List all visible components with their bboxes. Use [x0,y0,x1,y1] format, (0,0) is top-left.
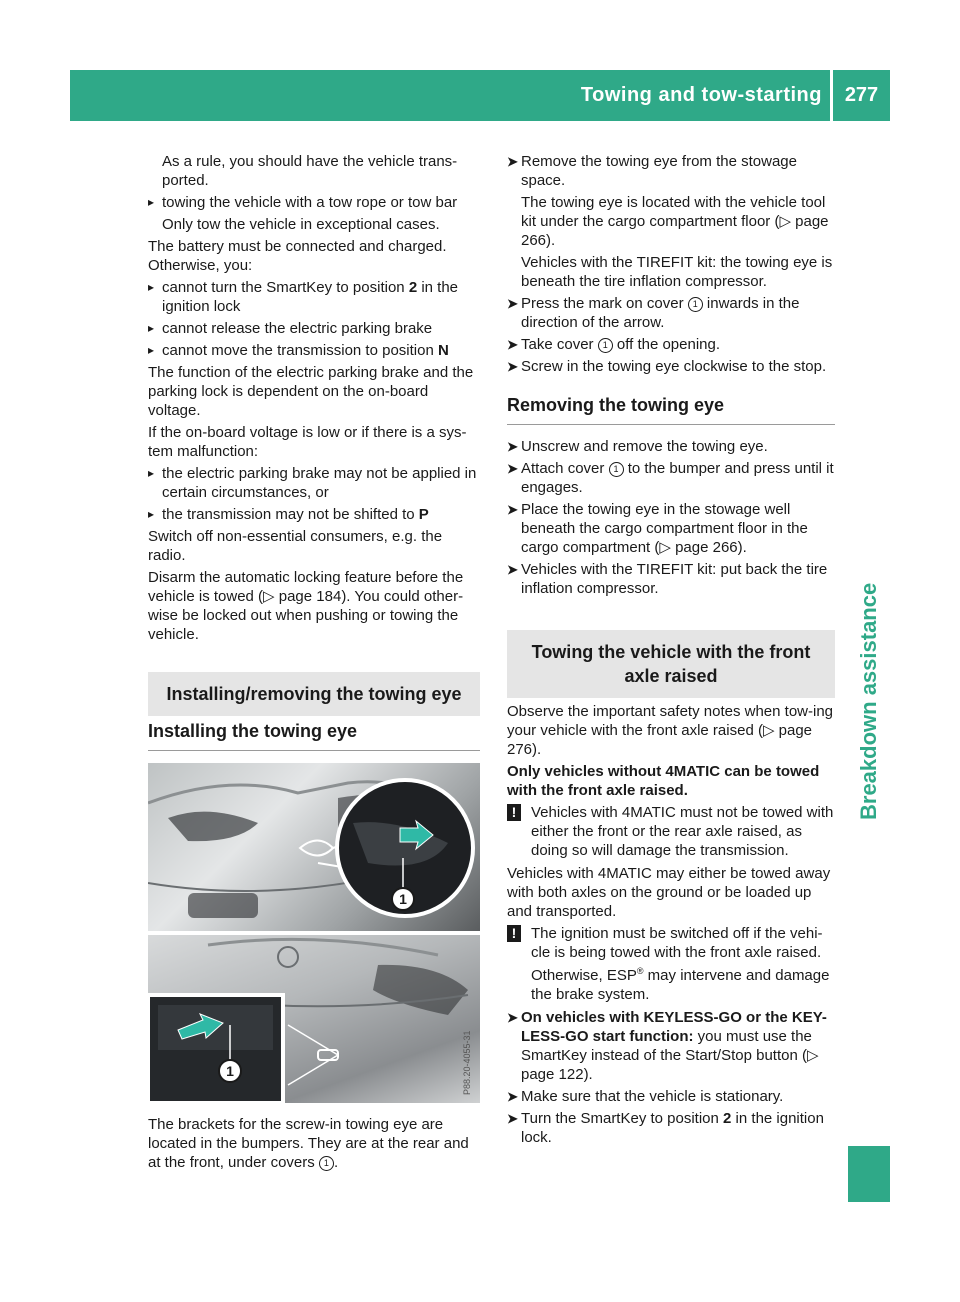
bullet-item: ▸ cannot move the transmission to position N [148,341,480,360]
front-bumper-image [148,763,480,931]
paragraph: As a rule, you should have the vehicle trans-ported. [162,153,458,189]
page-number: 277 [844,84,879,106]
bullet-item: ▸ the transmission may not be shifted to P [148,505,480,524]
instruction-step: ➤ On vehicles with KEYLESS-GO or the KEY-LESS-GO start function: you must use the SmartKey instead of the Start/Stop button (▷ page 122). [507,1009,827,1083]
paragraph: Observe the important safety notes when tow-ing your vehicle with the front axle raised (▷ page 276). [507,703,834,758]
callout-number-icon: 1 [319,1156,334,1171]
callout-label: 1 [226,1063,234,1079]
bullet-item: ▸ cannot release the electric parking brake [148,319,480,338]
exclamation-icon: ! [507,804,521,821]
paragraph: Vehicles with 4MATIC may either be towed away with both axles on the ground or be loaded up and transported. [507,865,831,920]
step-arrow-icon: ➤ [507,439,518,454]
section-heading: Towing the vehicle with the front axle raised [507,630,835,698]
step-arrow-icon: ➤ [507,296,518,311]
instruction-step: ➤ Press the mark on cover 1 inwards in the direction of the arrow. [507,295,800,331]
warning-note: ! Vehicles with 4MATIC must not be towed with either the front or the rear axle raised, as doing so will damage the transmission. [507,803,835,860]
chapter-tab-label: Breakdown assistance [856,582,881,820]
instruction-step: ➤ Screw in the towing eye clockwise to the stop. [507,358,827,375]
figure-code: P88.20-4055-31 [462,1030,472,1095]
step-arrow-icon: ➤ [507,502,518,517]
front-bumper-illustration [148,763,480,931]
figure-caption: The brackets for the screw-in towing eye are located in the bumpers. They are at the rear and at the front, under covers 1 . [148,1116,469,1171]
warning-note: ! The ignition must be switched off if the vehi-cle is being towed with the front axle raised. Otherwise, ESP® may intervene and damage the brake system. [507,924,835,1004]
bullet-item: ▸ towing the vehicle with a tow rope or tow bar [148,193,480,212]
step-arrow-icon: ➤ [507,461,518,476]
bullet-item: ▸ cannot turn the SmartKey to position 2 in the ignition lock [148,278,480,316]
left-column [148,152,480,1175]
instruction-step: ➤ Place the towing eye in the stowage well beneath the cargo compartment floor in the cargo compartment (▷ page 266). [507,501,808,556]
callout-label: 1 [399,891,407,907]
chapter-tab-marker [848,1146,890,1202]
paragraph: The function of the electric parking brake and the parking lock is dependent on the on-board voltage. [148,364,474,419]
step-arrow-icon: ➤ [507,1089,518,1104]
paragraph: The towing eye is located with the vehicle tool kit under the cargo compartment floor (▷ page 266). [521,194,829,249]
subheading: Installing the towing eye [148,720,480,751]
step-arrow-icon: ➤ [507,562,518,577]
section-heading: Installing/removing the towing eye [148,672,480,716]
paragraph: If the on-board voltage is low or if there is a sys-tem malfunction: [148,424,467,460]
callout-number-icon: 1 [598,338,613,353]
step-arrow-icon: ➤ [507,154,518,169]
instruction-step: ➤ Make sure that the vehicle is stationary. [507,1088,784,1105]
step-arrow-icon: ➤ [507,1010,518,1025]
paragraph: Vehicles with the TIREFIT kit: the towing eye is beneath the tire inflation compressor. [521,254,833,290]
instruction-step: ➤ Unscrew and remove the towing eye. [507,438,768,455]
callout-number-icon: 1 [609,462,624,477]
exclamation-icon: ! [507,925,521,942]
instruction-step: ➤ Attach cover 1 to the bumper and press until it engages. [507,460,834,496]
instruction-step: ➤ Remove the towing eye from the stowage space. [507,153,797,189]
subheading: Removing the towing eye [507,394,835,425]
bullet-item: ▸ the electric parking brake may not be applied in certain circumstances, or [148,464,480,502]
step-arrow-icon: ➤ [507,359,518,374]
instruction-step: ➤ Turn the SmartKey to position 2 in the ignition lock. [507,1110,824,1146]
paragraph: Switch off non-essential consumers, e.g. the radio. [148,528,443,564]
rear-bumper-illustration [148,935,480,1103]
step-arrow-icon: ➤ [507,1111,518,1126]
right-column [507,152,835,1150]
rear-bumper-image [148,935,480,1103]
instruction-step: ➤ Vehicles with the TIREFIT kit: put back the tire inflation compressor. [507,561,828,597]
instruction-step: ➤ Take cover 1 off the opening. [507,336,721,353]
paragraph: Only tow the vehicle in exceptional cases. [162,216,440,233]
section-title: Towing and tow-starting [580,84,822,106]
paragraph: Disarm the automatic locking feature before the vehicle is towed (▷ page 184). You could other-wise be locked out when pushing or towing the vehicle. [148,569,464,643]
callout-number-icon: 1 [688,297,703,312]
paragraph: The battery must be connected and charged. Otherwise, you: [148,238,447,274]
paragraph-emphasis: Only vehicles without 4MATIC can be towed with the front axle raised. [507,763,820,799]
step-arrow-icon: ➤ [507,337,518,352]
towing-eye-figure [148,763,480,1103]
